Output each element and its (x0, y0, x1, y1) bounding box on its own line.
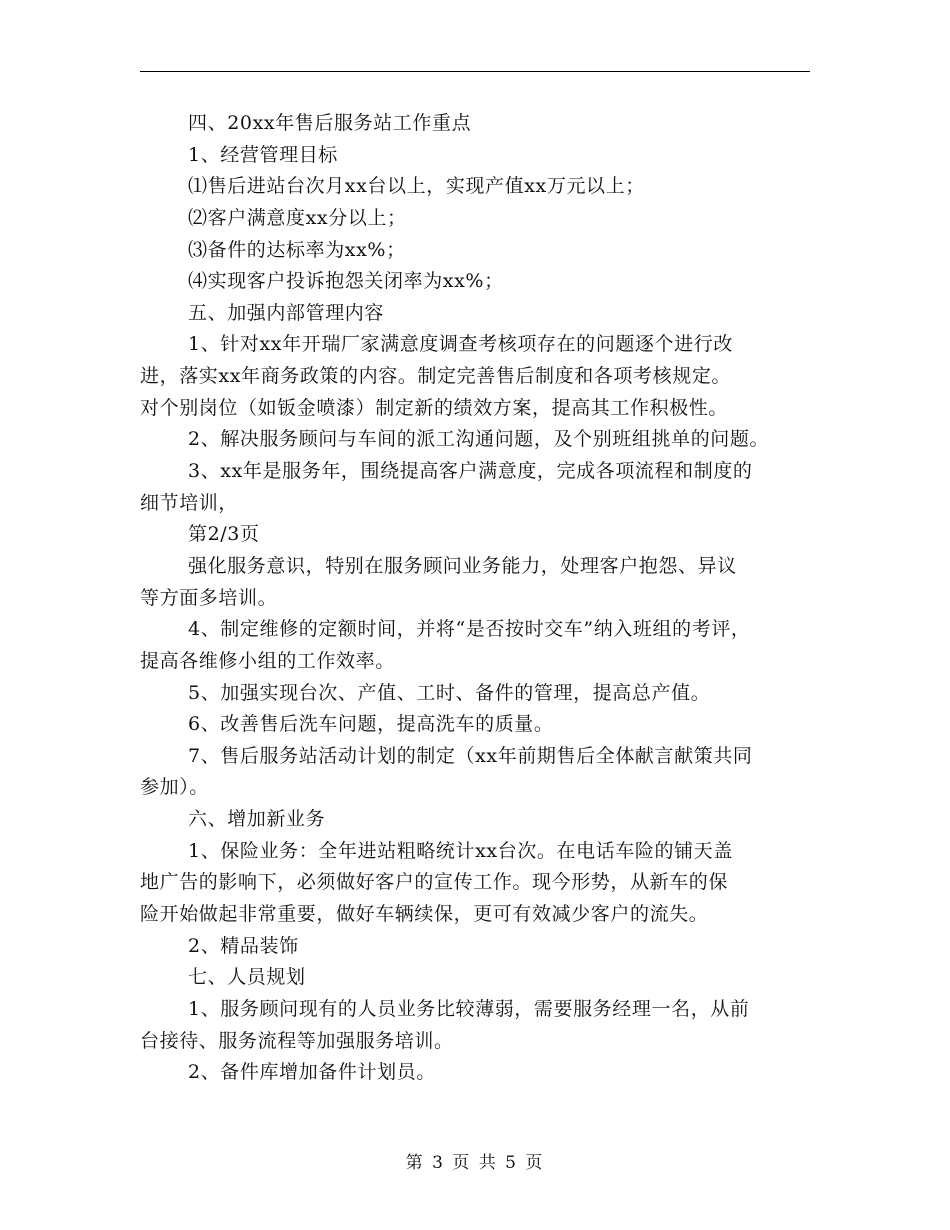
text-line: 6、改善售后洗车问题，提高洗车的质量。 (188, 713, 554, 736)
text-line: 3、xx年是服务年，围绕提高客户满意度，完成各项流程和制度的 (188, 460, 753, 483)
text-line: ⑶备件的达标率为xx%； (188, 238, 406, 261)
text-line: 1、保险业务：全年进站粗略统计xx台次。在电话车险的铺天盖 (188, 839, 733, 862)
text-line: 对个别岗位（如钣金喷漆）制定新的绩效方案，提高其工作积极性。 (140, 396, 729, 419)
text-line: 四、20xx年售后服务站工作重点 (188, 112, 472, 134)
text-line: 五、加强内部管理内容 (188, 301, 385, 324)
text-line: ⑴售后进站台次月xx台以上，实现产值xx万元以上； (188, 175, 645, 198)
text-line: 7、售后服务站活动计划的制定（xx年前期售后全体献言献策共同 (188, 744, 753, 767)
text-line: 5、加强实现台次、产值、工时、备件的管理，提高总产值。 (188, 681, 711, 704)
text-line: ⑵客户满意度xx分以上； (188, 206, 407, 229)
text-line: 2、解决服务顾问与车间的派工沟通问题，及个别班组挑单的问题。 (188, 428, 770, 451)
text-line: 进，落实xx年商务政策的内容。制定完善售后制度和各项考核规定。 (140, 365, 732, 388)
text-line: 强化服务意识，特别在服务顾问业务能力，处理客户抱怨、异议 (188, 554, 737, 577)
page-footer: 第 3 页 共 5 页 (405, 1153, 545, 1173)
document-body (140, 108, 820, 1089)
header-rule (140, 71, 810, 72)
text-line: 4、制定维修的定额时间，并将“是否按时交车”纳入班组的考评， (188, 618, 751, 641)
text-line: 2、备件库增加备件计划员。 (188, 1061, 436, 1084)
text-line: 地广告的影响下，必须做好客户的宣传工作。现今形势，从新车的保 (140, 871, 729, 894)
text-line: 七、人员规划 (188, 966, 306, 989)
text-line: 细节培训， (140, 491, 239, 514)
text-line: 第2/3页 (188, 523, 260, 546)
text-line: 台接待、服务流程等加强服务培训。 (140, 1029, 454, 1052)
text-line: 六、增加新业务 (188, 808, 326, 831)
text-line: 提高各维修小组的工作效率。 (140, 649, 395, 672)
text-line: 2、精品装饰 (188, 934, 299, 957)
text-line: 1、针对xx年开瑞厂家满意度调查考核项存在的问题逐个进行改 (188, 333, 733, 356)
text-line: 等方面多培训。 (140, 586, 278, 609)
text-line: 1、服务顾问现有的人员业务比较薄弱，需要服务经理一名，从前 (188, 997, 750, 1020)
text-line: 险开始做起非常重要，做好车辆续保，更可有效减少客户的流失。 (140, 903, 709, 926)
text-line: 参加）。 (140, 776, 209, 799)
text-line: 1、经营管理目标 (188, 143, 338, 166)
text-line: ⑷实现客户投诉抱怨关闭率为xx%； (188, 270, 504, 293)
